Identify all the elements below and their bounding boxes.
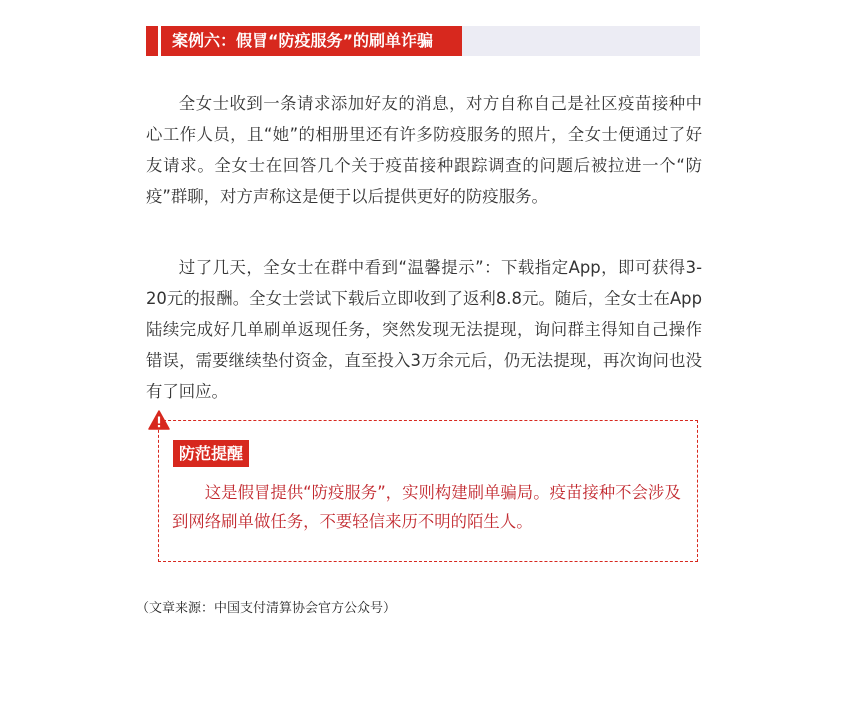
tip-label: 防范提醒 <box>173 440 249 467</box>
story-paragraph-2: 过了几天，全女士在群中看到“温馨提示”：下载指定App，即可获得3-20元的报酬。全女士尝试下载后立即收到了返利8.8元。随后，全女士在App陆续完成好几单刷单返现任务，突然发现无法提现，询问群主得知自己操作错误，需要继续垫付资金，直至投入3万余元后，仍无法提现，再次询问也没有了回应。 <box>146 258 702 401</box>
warning-icon <box>148 410 170 430</box>
section-title-highlight <box>146 26 462 56</box>
section-title-bar <box>146 26 700 56</box>
article-source: （文章来源：中国支付清算协会官方公众号） <box>136 601 397 616</box>
section-title: 案例六：假冒“防疫服务”的刷单诈骗 <box>172 31 434 50</box>
story-paragraph-1: 全女士收到一条请求添加好友的消息，对方自称自己是社区疫苗接种中心工作人员，且“她”的相册里还有许多防疫服务的照片，全女士便通过了好友请求。全女士在回答几个关于疫苗接种跟踪调查的问题后被拉进一个“防疫”群聊，对方声称这是便于以后提供更好的防疫服务。 <box>146 94 702 206</box>
tip-text: 这是假冒提供“防疫服务”，实则构建刷单骗局。疫苗接种不会涉及到网络刷单做任务，不要轻信来历不明的陌生人。 <box>172 483 681 531</box>
